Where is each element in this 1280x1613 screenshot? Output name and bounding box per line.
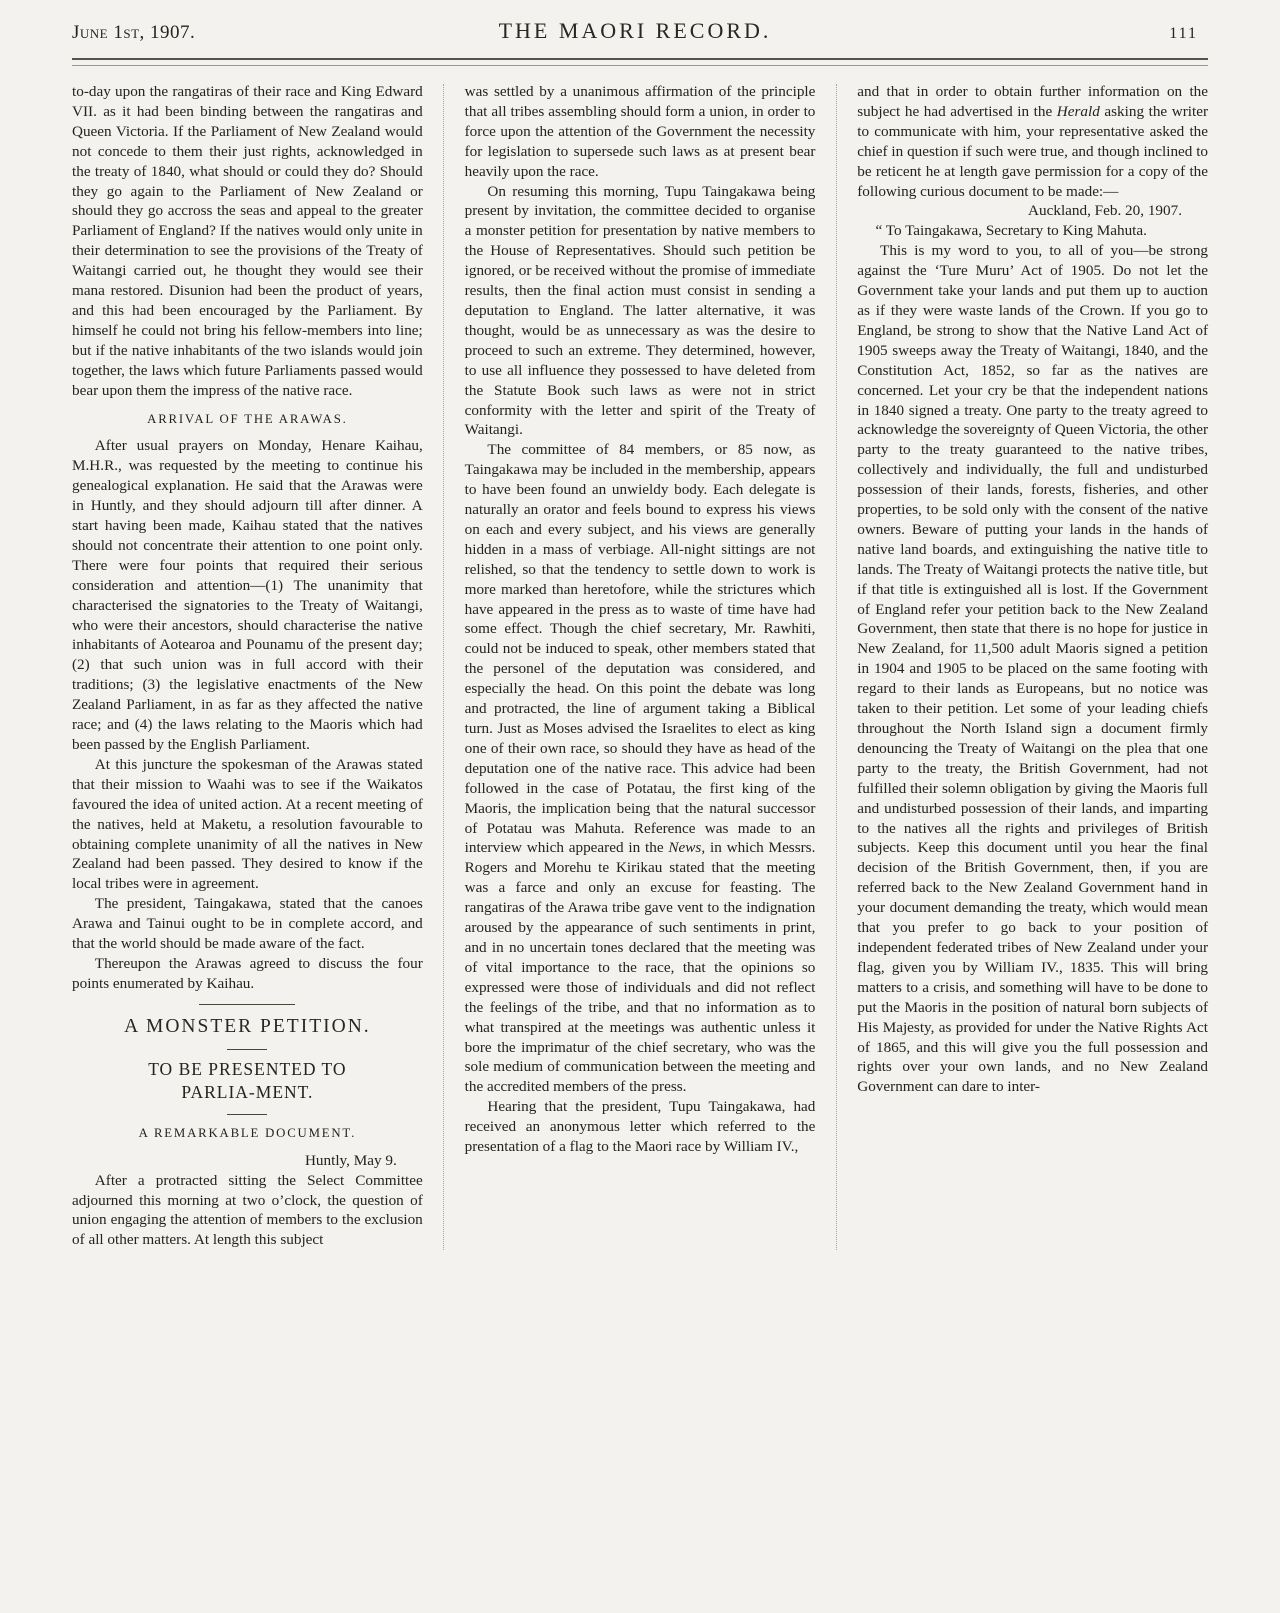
column-divider xyxy=(836,84,837,1250)
paragraph: After a protracted sitting the Select Committee adjourned this morning at two o’clock, the question of union engaging the attention of members to the exclusion of all other matters. At length this subject xyxy=(72,1171,423,1249)
section-heading: ARRIVAL OF THE ARAWAS. xyxy=(147,411,348,426)
page-number: 111 xyxy=(1169,25,1198,42)
dateline: Huntly, May 9. xyxy=(304,1151,397,1169)
section-heading: A REMARKABLE DOCUMENT. xyxy=(138,1125,357,1140)
dateline: Auckland, Feb. 20, 1907. xyxy=(1028,202,1183,220)
divider-rule xyxy=(227,1114,267,1115)
paragraph: The president, Taingakawa, stated that the canoes Arawa and Tainui ought to be in complete accord, and that the world should be made aware of the fact. xyxy=(72,895,423,953)
column-2 xyxy=(465,82,816,1250)
column-gap xyxy=(815,82,857,1250)
paragraph: On resuming this morning, Tupu Taingakawa being present by invitation, the committee decided to organise a monster petition for presentation by native members to the House of Representatives. Should such petition be ignored, or be received without the promise of immediate results, then the final action must consist in sending a deputation to England. The latter alternative, it was thought, would be as unnecessary as was the desire to proceed to such an extreme. They determined, however, to use all influence they possessed to have deleted from the Statute Book such laws as were not in strict conformity with the letter and spirit of the Treaty of Waitangi. xyxy=(464,182,816,439)
column-1 xyxy=(72,82,423,1250)
letter-salutation: “ To Taingakawa, Secretary to King Mahuta. xyxy=(875,222,1147,240)
paragraph: Thereupon the Arawas agreed to discuss the four points enumerated by Kaihau. xyxy=(72,954,423,992)
paragraph: This is my word to you, to all of you—be strong against the ‘Ture Muru’ Act of 1905. Do not let the Government take your lands and put them up to auction as if they were waste lands of the Crown. If you go to England, be strong to show that the Native Land Act of 1905 sweeps away the Treaty of Waitangi, 1840, and the Constitution Act, 1852, so far as the natives are concerned. Let your cry be that the independent nations in 1840 signed a treaty. One party to the treaty agreed to acknowledge the sovereignty of Queen Victoria, the other party to the treaty guaranteed to the native tribes, collectively and individually, the full and undisturbed possession of their lands, forests, fisheries, and other properties, to be sold only with the consent of the native owners. Beware of putting your lands in the hands of native land boards, and extinguishing the native title to lands. The Treaty of Waitangi protects the native title, but if that title is extinguished all is lost. If the Government of England refer your petition back to the New Zealand Government, then state that there is no hope for justice in New Zealand, for 11,500 adult Maoris signed a petition in 1904 and 1905 to be placed on the same footing with regard to their lands as Europeans, but no notice was taken to their petition. Let some of your leading chiefs throughout the North Island sign a document firmly denouncing the Treaty of Waitangi on the plea that one party to the treaty, the British Government, had not fulfilled their solemn obligation by giving the Maoris full and undisturbed possession of their lands, and imparting to the natives all the rights and privileges of British subjects. Keep this document until you hear the final decision of the British Government, then, if you are referred back to the New Zealand Government hand in your document demanding the treaty, which would mean that you prefer to go back to your position of independent federated tribes of New Zealand under your flag, given you by William IV., 1835. This will bring matters to a crisis, and something will have to be done to put the Maoris in the position of natural born subjects of His Majesty, as provided for under the Native Rights Act of 1865, and this will give you the full possession and rights over your own lands, and no New Zealand Government can dare to inter- xyxy=(857,242,1209,1096)
article-subheadline: TO BE PRESENTED TO PARLIA‑MENT. xyxy=(148,1058,347,1102)
masthead-rule xyxy=(72,58,1208,66)
paragraph: The committee of 84 members, or 85 now, as Taingakawa may be included in the membership, appears to have been found an unwieldy body. Each delegate is naturally an orator and feels bound to express his views on each and every subject, and his views are generally hidden in a mass of verbiage. All-night sittings are not relished, so that the tendency to settle down to work is more marked than heretofore, while the strictures which have appeared in the press as to waste of time have had some effect. Though the chief secretary, Mr. Rawhiti, could not be induced to speak, other members stated that the personel of the deputation was considered, and especially the head. On this point the debate was long and protracted, the line of argument taking a Biblical turn. Just as Moses advised the Israelites to elect as king one of their own race, so should they have as head of the deputation one of the native race. This advice had been followed in the case of Potatau, the first king of the Maoris, the implication being that the natural successor of Potatau was Mahuta. Reference was made to an interview which appeared in the News, in which Messrs. Rogers and Morehu te Kirikau stated that the meeting was a farce and only an excuse for feasting. The rangatiras of the Arawa tribe gave vent to the indignation aroused by the appearance of such sentiments in print, and in no uncertain tones declared that the meeting was of vital importance to the race, that the opinions so expressed were those of individuals and did not reflect the feelings of the tribe, and that no information as to what transpired at the meetings was authentic unless it bore the imprimatur of the chief secretary, who was the sole medium of communication between the meeting and the accredited members of the press. xyxy=(464,441,816,1096)
paragraph: At this juncture the spokesman of the Arawas stated that their mission to Waahi was to see if the Waikatos favoured the idea of united action. At a recent meeting of the natives, held at Maketu, a resolution favourable to obtaining complete unanimity of all the natives in New Zealand had been passed. They desired to know if the local tribes were in agreement. xyxy=(72,755,423,893)
column-gap xyxy=(423,82,465,1250)
issue-date: June 1st, 1907. xyxy=(72,22,196,43)
paragraph: to-day upon the rangatiras of their race and King Edward VII. as it had been binding between the rangatiras and Queen Victoria. If the Parliament of New Zealand would not concede to them their just rights, acknowledged in the treaty of 1840, what should or could they do? Should they go again to the Parliament of New Zealand or should they go accross the seas and appeal to the greater Parliament of England? If the natives would only unite in their determination to see the provisions of the Treaty of Waitangi carried out, he thought they would see their mana restored. Disunion had been the product of years, and this had been encouraged by the Parliament. By himself he could not bring his fellow-members into line; but if the native inhabitants of the two islands would join together, the laws which future Parliaments passed would bear upon them the impress of the native race. xyxy=(72,83,423,399)
columns xyxy=(72,82,1208,1250)
divider-rule xyxy=(227,1049,267,1050)
paragraph: and that in order to obtain further information on the subject he had advertised in the Herald asking the writer to communicate with him, your representative asked the chief in question if such were true, and though inclined to be reticent he at length gave permission for a copy of the following curious document to be made:— xyxy=(857,83,1209,200)
divider-rule xyxy=(199,1004,295,1005)
article-headline: A MONSTER PETITION. xyxy=(124,1015,371,1037)
column-3 xyxy=(857,82,1208,1250)
masthead xyxy=(72,18,1208,52)
paragraph: Hearing that the president, Tupu Taingakawa, had received an anonymous letter which referred to the presentation of a flag to the Maori race by William IV., xyxy=(464,1098,816,1156)
paragraph: was settled by a unanimous affirmation of the principle that all tribes assembling should form a union, in order to force upon the attention of the Government the necessity for legislation to supersede such laws as at present bear heavily upon the race. xyxy=(464,83,816,180)
page-title: THE MAORI RECORD. xyxy=(498,18,772,43)
column-divider xyxy=(443,84,444,1250)
paragraph: After usual prayers on Monday, Henare Kaihau, M.H.R., was requested by the meeting to continue his genealogical explanation. He said that the Arawas were in Huntly, and they should adjourn till after dinner. A start having been made, Kaihau stated that the natives should not concentrate their attention to one point only. There were four points that required their serious consideration and attention—(1) The unanimity that characterised the signatories to the Treaty of Waitangi, who were their ancestors, should characterise the native inhabitants of Aotearoa and Pounamu of the present day; (2) that such union was in full accord with their traditions; (3) the legislative enactments of the New Zealand Parliament, in as far as they affected the native race; and (4) the laws relating to the Maoris which had been passed by the English Parliament. xyxy=(72,437,423,753)
